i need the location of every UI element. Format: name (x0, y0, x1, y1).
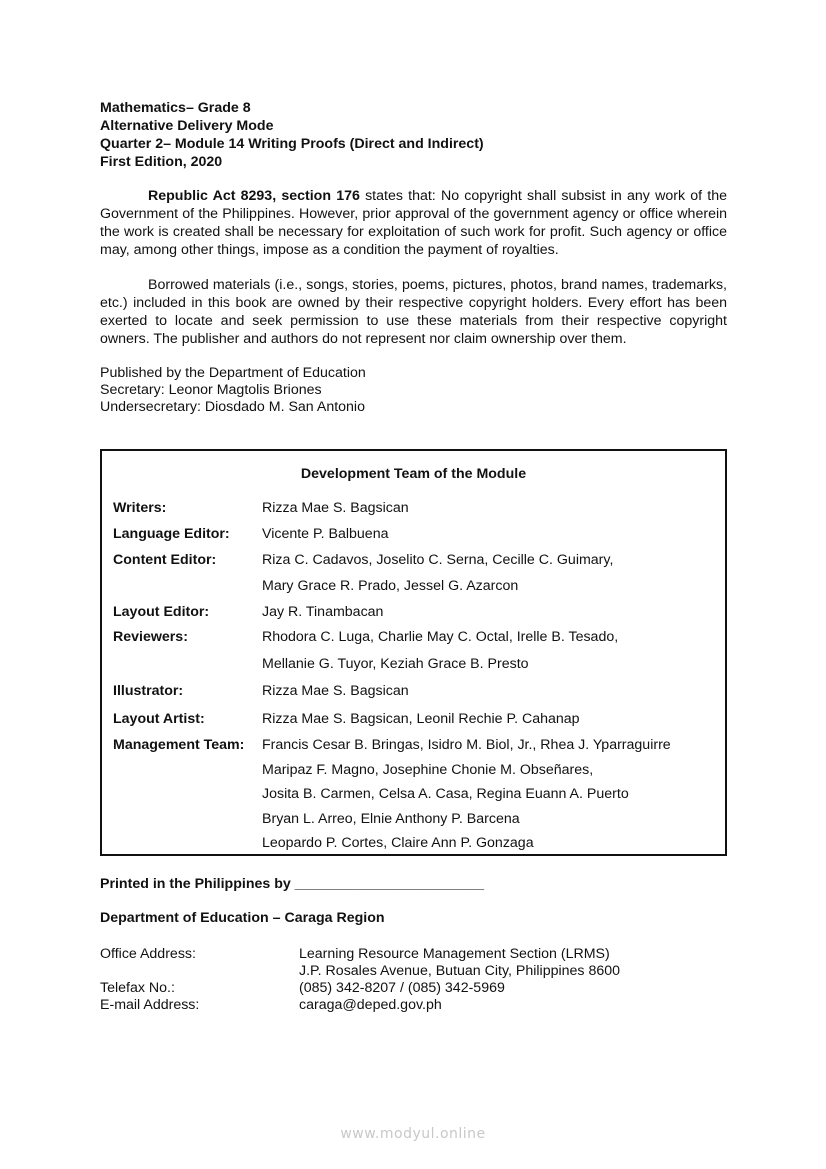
role-names: Vicente P. Balbuena (262, 526, 389, 542)
delivery-mode: Alternative Delivery Mode (100, 118, 274, 134)
role-names: Rizza Mae S. Bagsican (262, 500, 409, 516)
role-label: Illustrator: (113, 683, 184, 699)
telefax-value: (085) 342-8207 / (085) 342-5969 (299, 980, 505, 996)
team-title: Development Team of the Module (300, 466, 527, 482)
role-label: Writers: (113, 500, 167, 516)
role-names: Francis Cesar B. Bringas, Isidro M. Biol, Jr., Rhea J. Yparraguirre Maripaz F. Magno, Josephine Chonie M. Obseñares, Josita B. Carmen, Celsa A. Casa, Regina Euann A. Puerto Bryan L. Arreo, Elnie Anthony P. Barcena Leopardo P. Cortes, Claire Ann P. Gonzaga (262, 737, 671, 851)
role-label: Language Editor: (113, 526, 230, 542)
region-heading: Department of Education – Caraga Region (100, 910, 385, 926)
copyright-paragraph (100, 187, 727, 259)
republic-act-reference: Republic Act 8293, section 176 (148, 188, 360, 204)
role-label: Layout Artist: (113, 711, 205, 727)
printed-by-line: Printed in the Philippines by ________________________ (100, 876, 485, 892)
module-title: Quarter 2– Module 14 Writing Proofs (Direct and Indirect) (100, 136, 484, 152)
watermark: www.modyul.online (340, 1126, 486, 1142)
role-names: Jay R. Tinambacan (262, 604, 384, 620)
page-content (100, 99, 727, 416)
office-address-label: Office Address: (100, 946, 196, 962)
role-label: Reviewers: (113, 629, 188, 645)
publisher-info (100, 365, 727, 416)
undersecretary: Undersecretary: Diosdado M. San Antonio (100, 399, 365, 415)
secretary: Secretary: Leonor Magtolis Briones (100, 382, 322, 398)
role-label: Content Editor: (113, 552, 217, 568)
role-names: Rhodora C. Luga, Charlie May C. Octal, Irelle B. Tesado, Mellanie G. Tuyor, Keziah Grace B. Presto (262, 629, 619, 672)
telefax-label: Telefax No.: (100, 980, 175, 996)
borrowed-materials-paragraph: Borrowed materials (i.e., songs, stories, poems, pictures, photos, brand names, trademarks, etc.) included in this book are owned by their respective copyright holders. Every effort has been exerted to locate and seek permission to use these materials from their respective copyright owners. The publisher and authors do not represent nor claim ownership over them. (100, 277, 727, 347)
copyright-text: states that: No copyright shall subsist in any work of the Government of the Philippines. However, prior approval of the government agency or office wherein the work is created shall be necessary for exploitation of such work for profit. Such agency or office may, among other things, impose as a condition the payment of royalties. (100, 188, 728, 258)
edition: First Edition, 2020 (100, 154, 223, 170)
email-value: caraga@deped.gov.ph (299, 997, 442, 1013)
role-label: Management Team: (113, 737, 245, 753)
publisher: Published by the Department of Education (100, 365, 366, 381)
role-label: Layout Editor: (113, 604, 210, 620)
office-address-line2: J.P. Rosales Avenue, Butuan City, Philippines 8600 (299, 963, 621, 979)
role-names: Rizza Mae S. Bagsican (262, 683, 409, 699)
office-address-line1: Learning Resource Management Section (LRMS) (299, 946, 610, 962)
subject-grade: Mathematics– Grade 8 (100, 100, 251, 116)
development-team-box (100, 449, 727, 856)
role-names: Rizza Mae S. Bagsican, Leonil Rechie P. Cahanap (262, 711, 580, 727)
email-label: E-mail Address: (100, 997, 200, 1013)
role-names: Riza C. Cadavos, Joselito C. Serna, Cecille C. Guimary, Mary Grace R. Prado, Jessel G. Azarcon (262, 552, 614, 594)
module-header (100, 99, 727, 171)
